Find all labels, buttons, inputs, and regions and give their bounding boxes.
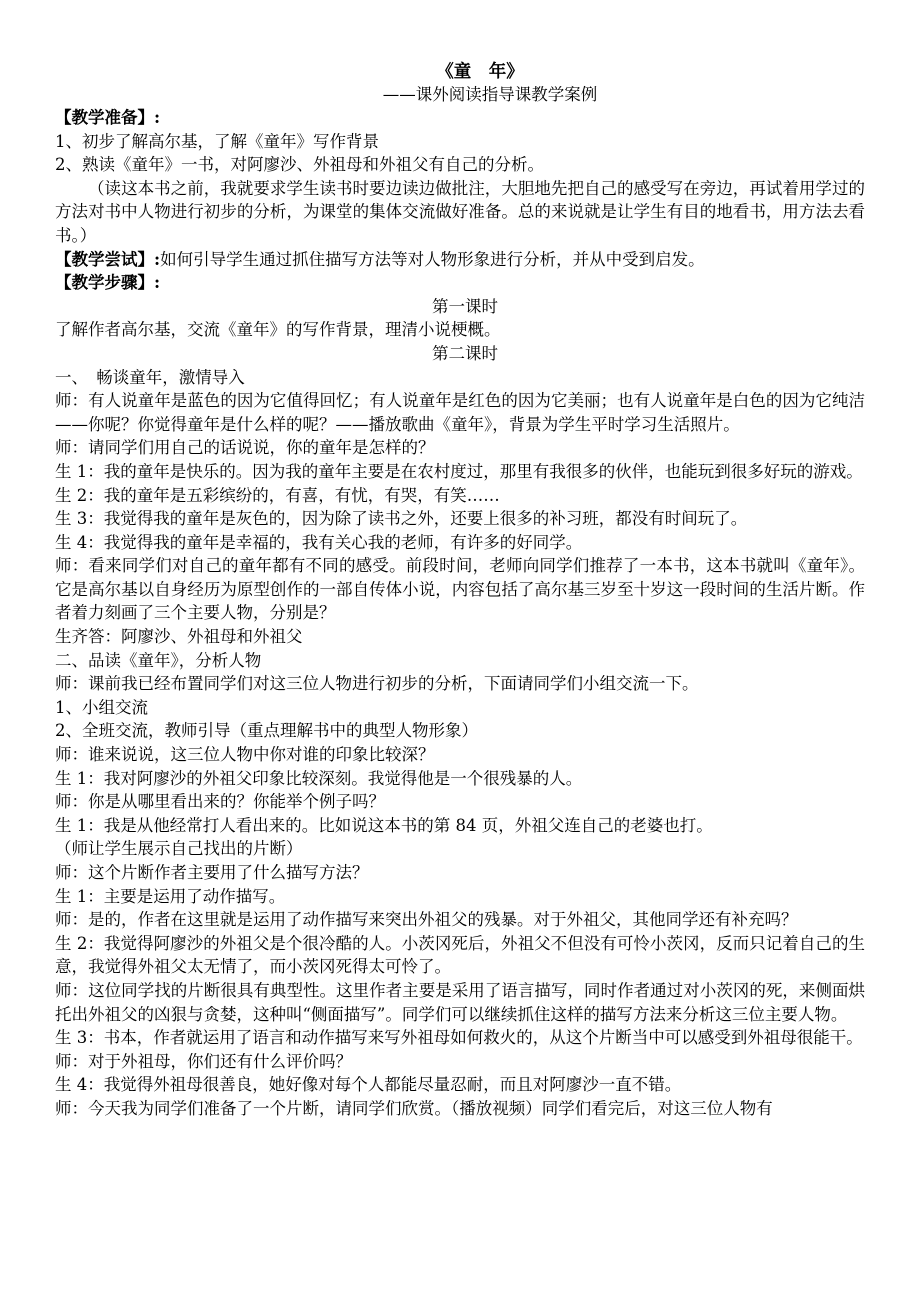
attempt-label: 【教学尝试】: (55, 249, 161, 269)
list-item: 1、小组交流 (55, 697, 148, 717)
dialogue-line: 师：今天我为同学们准备了一个片断，请同学们欣赏。（播放视频）同学们看完后，对这三位人物有 (55, 1098, 773, 1118)
dialogue-line: 生 1：我的童年是快乐的。因为我的童年主要是在农村度过，那里有我很多的伙伴，也能玩到很多好玩的游戏。 (55, 461, 863, 481)
lesson1-heading: 第一课时 (432, 296, 498, 316)
dialogue-line: 师：是的，作者在这里就是运用了动作描写来突出外祖父的残暴。对于外祖父，其他同学还有补充吗？ (55, 910, 798, 930)
lesson1-text: 了解作者高尔基，交流《童年》的写作背景，理清小说梗概。 (55, 320, 501, 340)
dialogue-line: 师：有人说童年是蓝色的因为它值得回忆；有人说童年是红色的因为它美丽；也有人说童年是白色的因为它纯洁——你呢？你觉得童年是什么样的呢？——播放歌曲《童年》，背景为学生平时学习生活照片。 (55, 391, 865, 434)
dialogue-line: 师：这个片断作者主要用了什么描写方法？ (55, 863, 369, 882)
prep-note: （读这本书之前，我就要求学生读书时要边读边做批注，大胆地先把自己的感受写在旁边，再试着用学过的方法对书中人物进行初步的分析，为课堂的集体交流做好准备。总的来说就是让学生有目的地看书，用方法去看书。） (55, 178, 865, 245)
dialogue-line: 师：对于外祖母，你们还有什么评价吗？ (55, 1051, 352, 1071)
section-heading: 一、 畅谈童年，激情导入 (55, 367, 245, 387)
dialogue-line: （师让学生展示自己找出的片断） (55, 839, 303, 859)
prep-item-2: 2、熟读《童年》一书，对阿廖沙、外祖母和外祖父有自己的分析。 (55, 155, 544, 175)
dialogue-line: 师：谁来说说，这三位人物中你对谁的印象比较深？ (55, 745, 435, 765)
dialogue-line: 生 2：我的童年是五彩缤纷的，有喜，有忧，有哭，有笑…… (55, 485, 500, 505)
page-subtitle: ——课外阅读指导课教学案例 (382, 85, 598, 104)
dialogue-line: 生齐答：阿廖沙、外祖母和外祖父 (55, 627, 303, 647)
dialogue-line: 师：你是从哪里看出来的？你能举个例子吗？ (55, 792, 385, 812)
steps-heading (55, 271, 865, 295)
dialogue-line: 生 4：我觉得外祖母很善良，她好像对每个人都能尽量忍耐，而且对阿廖沙一直不错。 (55, 1075, 682, 1095)
dialogue-line: 生 1：我是从他经常打人看出来的。比如说这本书的第 84 页，外祖父连自己的老婆也打。 (55, 815, 713, 835)
dialogue-line: 生 4：我觉得我的童年是幸福的，我有关心我的老师，有许多的好同学。 (55, 532, 583, 552)
dialogue-line: 生 3：我觉得我的童年是灰色的，因为除了读书之外，还要上很多的补习班，都没有时间玩了。 (55, 509, 748, 529)
lesson2-body (55, 366, 865, 1121)
lesson2-heading: 第二课时 (432, 343, 498, 363)
prep-item-1: 1、初步了解高尔基，了解《童年》写作背景 (55, 131, 379, 151)
dialogue-line: 师：课前我已经布置同学们对这三位人物进行初步的分析，下面请同学们小组交流一下。 (55, 674, 699, 694)
attempt-text: 如何引导学生通过抓住描写方法等对人物形象进行分析，并从中受到启发。 (160, 249, 705, 269)
dialogue-line: 生 3：书本，作者就运用了语言和动作描写来写外祖母如何救火的，从这个片断当中可以感受到外祖母很能干。 (55, 1028, 863, 1048)
prep-label: 【教学准备】: (55, 108, 161, 127)
dialogue-line: 师：这位同学找的片断很具有典型性。这里作者主要是采用了语言描写，同时作者通过对小茨冈的死，来侧面烘托出外祖父的凶狠与贪婪，这种叫“侧面描写”。同学们可以继续抓住这样的描写方法来分析这三位主要人物。 (55, 980, 865, 1024)
steps-label: 【教学步骤】: (55, 273, 161, 293)
dialogue-line: 生 2：我觉得阿廖沙的外祖父是个很冷酷的人。小茨冈死后，外祖父不但没有可怜小茨冈，反而只记着自己的生意，我觉得外祖父太无情了，而小茨冈死得太可怜了。 (55, 933, 865, 977)
dialogue-line: 生 1：主要是运用了动作描写。 (55, 886, 286, 906)
dialogue-line: 生 1：我对阿廖沙的外祖父印象比较深刻。我觉得他是一个很残暴的人。 (55, 768, 583, 788)
page-title: 《童 年》 (436, 62, 524, 82)
dialogue-line: 师：请同学们用自己的话说说，你的童年是怎样的？ (55, 438, 435, 458)
section-heading: 二、品读《童年》，分析人物 (55, 650, 262, 670)
attempt-paragraph (55, 248, 865, 272)
prep-heading (55, 106, 865, 130)
list-item: 2、全班交流，教师引导（重点理解书中的典型人物形象） (55, 721, 478, 741)
dialogue-line: 师：看来同学们对自己的童年都有不同的感受。前段时间，老师向同学们推荐了一本书，这本书就叫《童年》。它是高尔基以自身经历为原型创作的一部自传体小说，内容包括了高尔基三岁至十岁这一段时间的生活片断。作者着力刻画了三个主要人物，分别是？ (55, 556, 865, 623)
